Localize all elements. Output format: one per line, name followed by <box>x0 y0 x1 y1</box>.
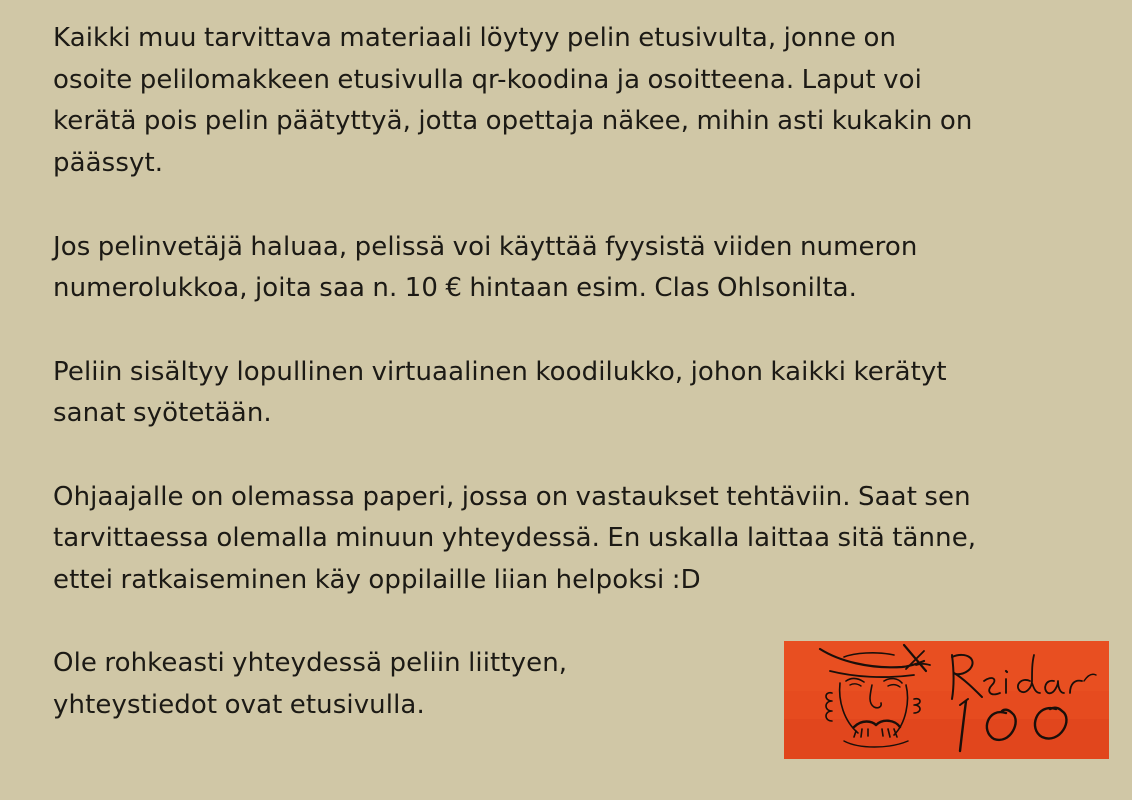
paragraph-answers: Ohjaajalle on olemassa paperi, jossa on vastaukset tehtäviin. Saat sen tarvittaessa olemalla minuun yhteydessä. En uskalla laittaa sitä tänne, ettei ratkaiseminen käy oppilaille liian helpoksi :D <box>53 481 977 596</box>
reidar-100-logo <box>784 641 1109 759</box>
paragraph-materials: Kaikki muu tarvittava materiaali löytyy pelin etusivulta, jonne on osoite pelilomakkeen etusivulla qr-koodina ja osoitteena. Laput voi kerätä pois pelin päätyttyä, jotta opettaja näkee, mihin asti kukakin on päässyt. <box>53 23 973 179</box>
paragraph-virtual-lock: Peliin sisältyy lopullinen virtuaalinen koodilukko, johon kaikki kerätyt sanat syötetään. <box>53 356 947 429</box>
paragraph-contact: Ole rohkeasti yhteydessä peliin liittyen, yhteystiedot ovat etusivulla. <box>53 648 568 721</box>
body-text <box>53 18 1093 727</box>
paragraph-number-lock: Jos pelinvetäjä haluaa, pelissä voi käyttää fyysistä viiden numeron numerolukkoa, joita saa n. 10 € hintaan esim. Clas Ohlsonilta. <box>53 231 918 304</box>
